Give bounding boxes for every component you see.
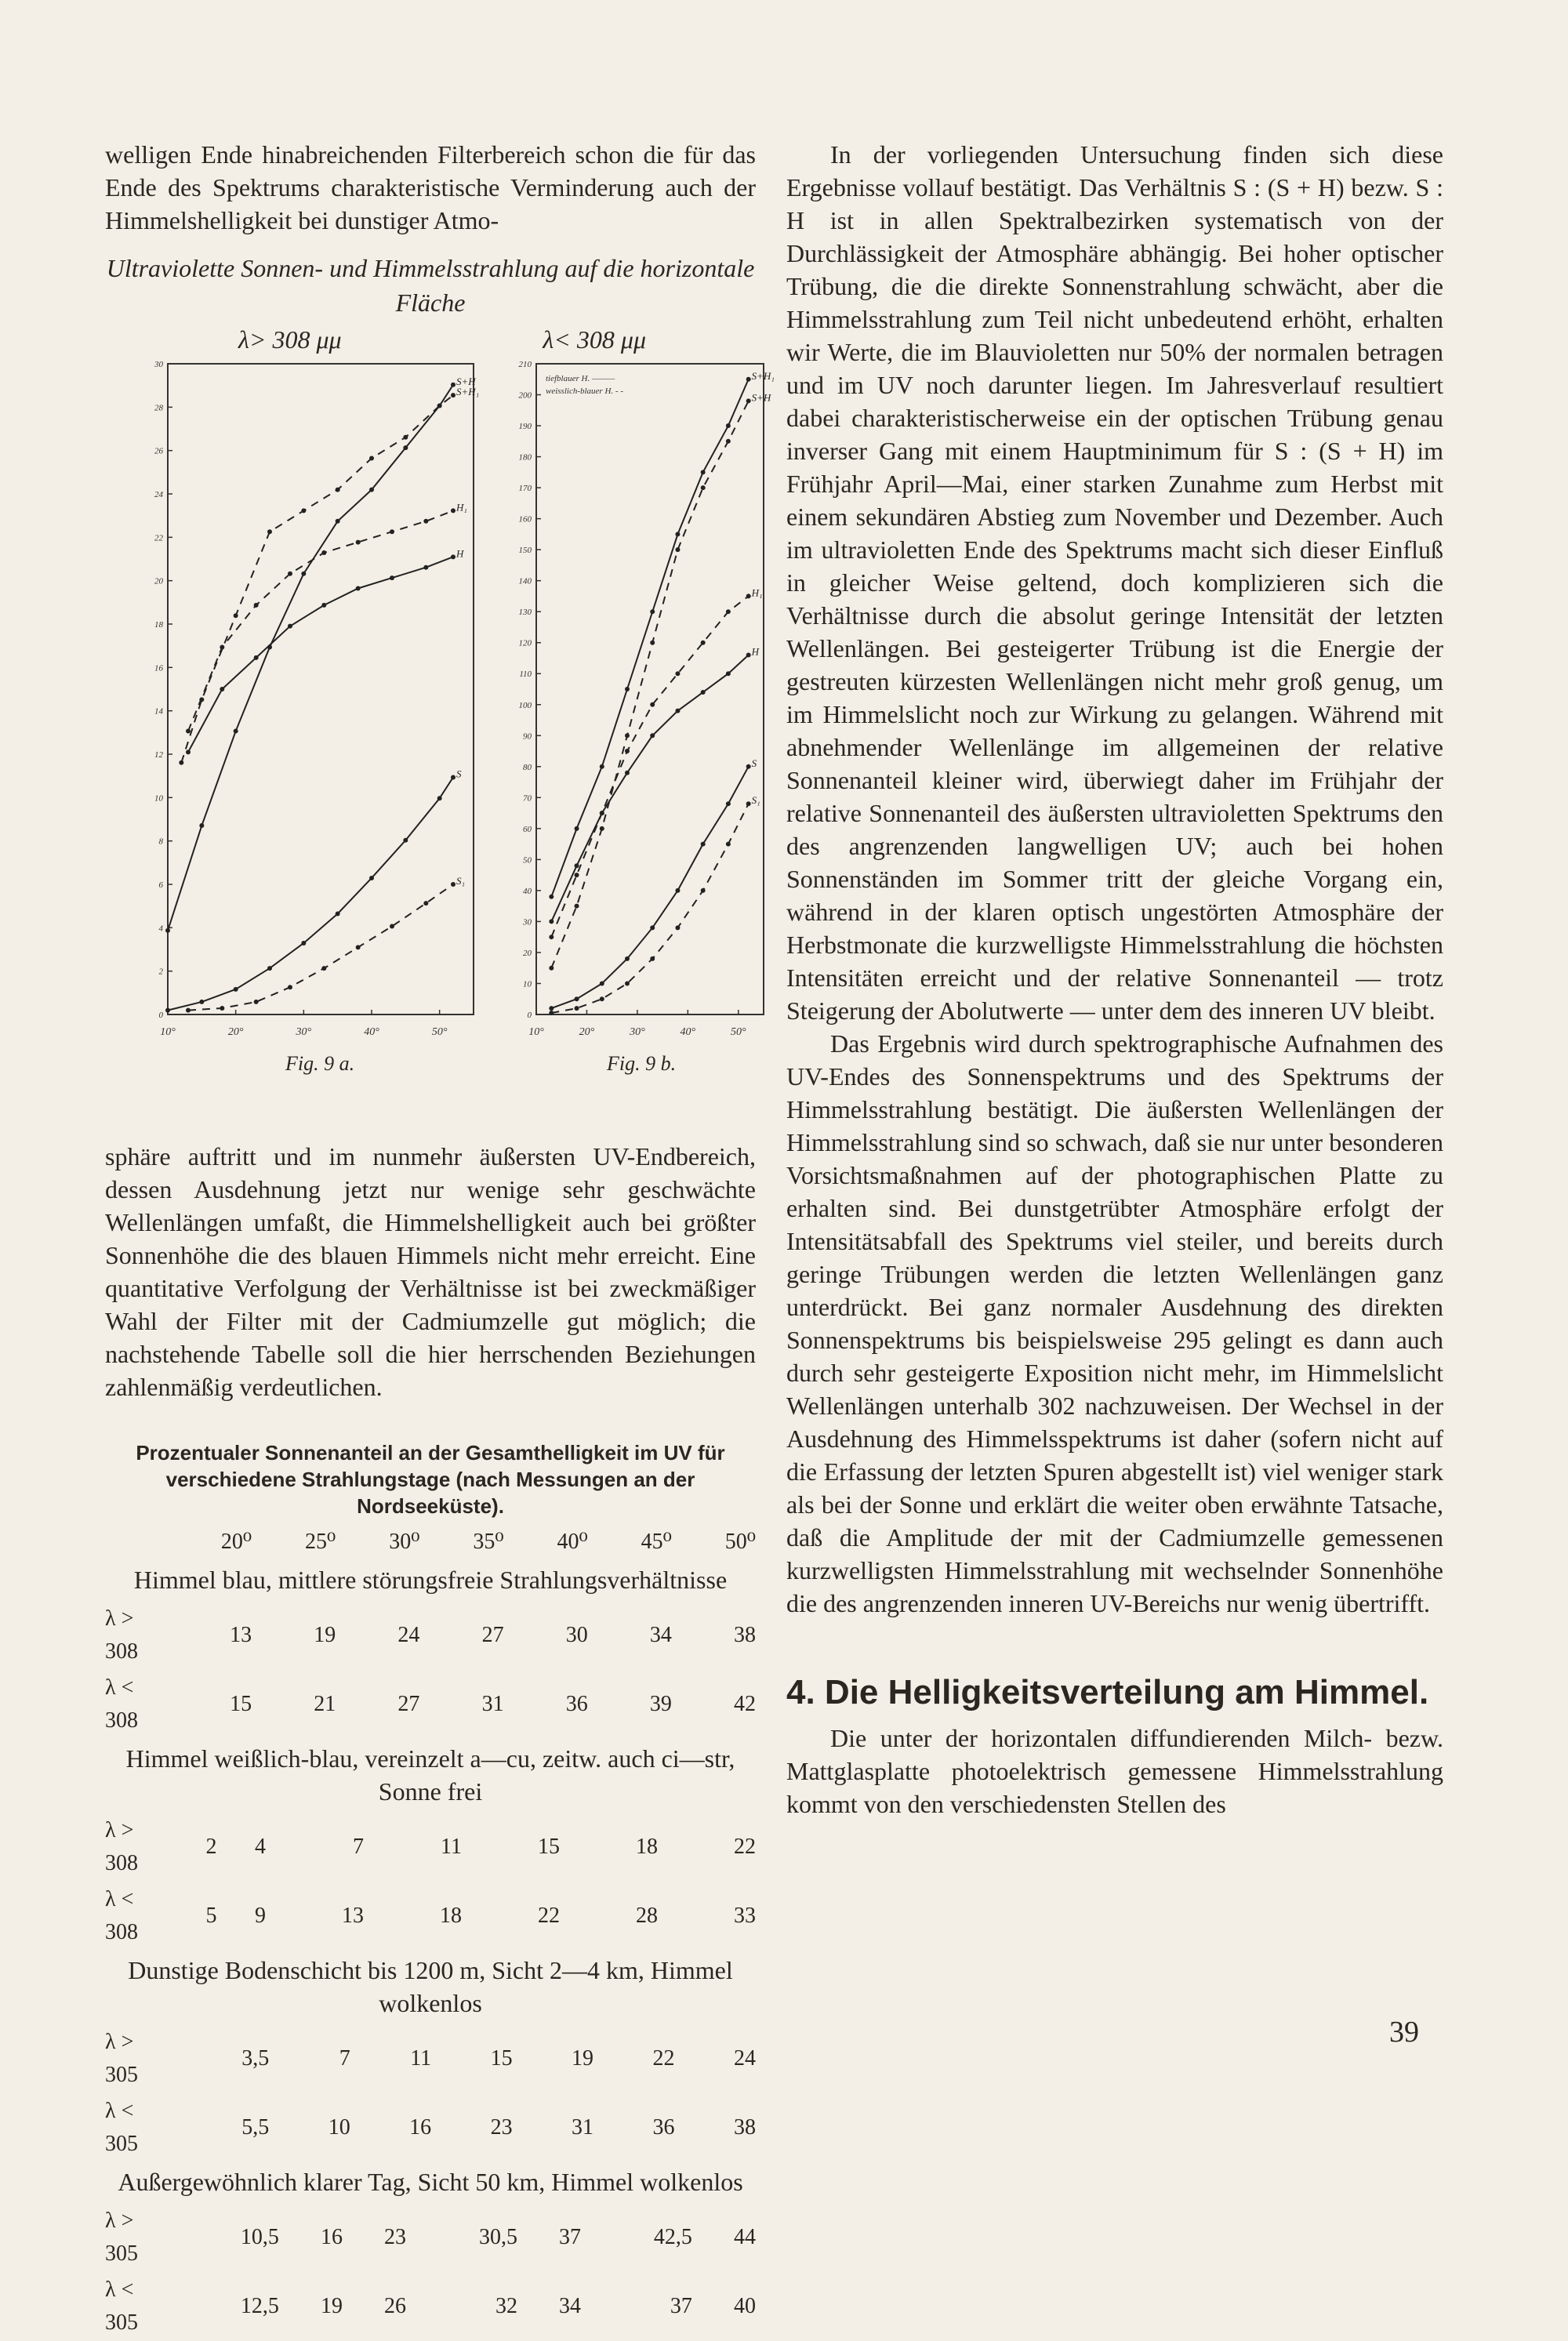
table-cell: 19 bbox=[314, 1623, 336, 1647]
x-tick-label: 40° bbox=[364, 1026, 379, 1038]
data-point bbox=[625, 981, 630, 985]
legend-entry: tiefblauer H. ——— bbox=[546, 374, 615, 383]
data-point bbox=[701, 888, 706, 893]
table-row-label: λ < 305 bbox=[105, 2099, 138, 2156]
table-row bbox=[105, 2093, 756, 2162]
x-tick-label: 20° bbox=[579, 1026, 595, 1038]
data-point bbox=[575, 904, 579, 909]
y-tick-label: 18 bbox=[154, 620, 163, 630]
table-header-cell: 50⁰ bbox=[724, 1530, 756, 1554]
table-cell: 15 bbox=[490, 2046, 513, 2071]
legend-entry: weisslich-blauer H. - - bbox=[546, 387, 623, 396]
lambda-greater-label: λ> 308 μμ bbox=[238, 325, 342, 354]
data-point bbox=[549, 1011, 554, 1015]
lambda-labels bbox=[105, 323, 756, 356]
y-tick-label: 180 bbox=[518, 452, 532, 463]
table-row bbox=[105, 2272, 756, 2341]
x-tick-label: 30° bbox=[630, 1026, 645, 1038]
data-point bbox=[650, 956, 655, 961]
table-row-label: λ > 305 bbox=[105, 2030, 138, 2087]
data-point bbox=[301, 572, 306, 576]
left-top-paragraph: welligen Ende hinabreichenden Filterbereich schon die für das Ende des Spektrums charakteristische Verminderung auch der Himmelshelligkeit bei dunstiger Atmo- bbox=[105, 140, 756, 234]
x-tick-label: 10° bbox=[528, 1026, 544, 1038]
table-cell: 23 bbox=[490, 2115, 513, 2140]
table-condition: Himmel blau, mittlere störungsfreie Strahlungsverhältnisse bbox=[133, 1566, 728, 1594]
y-tick-label: 140 bbox=[518, 576, 532, 586]
data-point bbox=[390, 575, 394, 580]
chart-frame bbox=[536, 364, 764, 1014]
x-tick-label: 40° bbox=[680, 1026, 696, 1038]
table-cell: 11 bbox=[410, 2046, 432, 2071]
data-point bbox=[356, 586, 361, 590]
x-tick-label: 50° bbox=[730, 1026, 746, 1038]
table-condition: Außergewöhnlich klarer Tag, Sicht 50 km, Himmel wolkenlos bbox=[118, 2168, 743, 2196]
y-tick-label: 4 bbox=[158, 924, 163, 934]
y-tick-label: 16 bbox=[154, 663, 163, 673]
data-point bbox=[234, 613, 238, 618]
table-cell: 33 bbox=[734, 1904, 756, 1928]
y-tick-label: 30 bbox=[523, 917, 532, 927]
y-tick-label: 150 bbox=[518, 546, 532, 556]
data-point bbox=[254, 603, 259, 608]
y-tick-label: 22 bbox=[154, 533, 163, 543]
table-group bbox=[105, 2024, 756, 2162]
data-point bbox=[650, 609, 655, 614]
left-bottom-paragraph: sphäre auftritt und im nunmehr äußersten UV-Endbereich, dessen Ausdehnung jetzt nur wenige sehr geschwächte Wellenlängen umfaßt, die Himmelshelligkeit auch bei größter Sonnenhöhe die des blauen Himmels nicht mehr erreicht. Eine quantitative Verfolgung der Verhältnisse ist bei zweckmäßiger Wahl der Filter mit der Cadmiumzelle gut möglich; die nachstehende Tabelle soll die hier herrschenden Beziehungen zahlenmäßig verdeutlichen. bbox=[105, 1142, 756, 1401]
series-label: S₁ bbox=[751, 794, 760, 807]
data-point bbox=[625, 687, 630, 691]
table-cell: 10,5 bbox=[240, 2225, 279, 2249]
percentage-table bbox=[105, 1524, 756, 2341]
table-cell: 24 bbox=[397, 1623, 420, 1647]
table-row-label: λ > 308 bbox=[105, 1818, 138, 1875]
table-cell: 3,5 bbox=[241, 2046, 270, 2071]
table-condition: Himmel weißlich-blau, vereinzelt a—cu, zeitw. auch ci—str, Sonne frei bbox=[125, 1744, 735, 1806]
table-cell: 22 bbox=[652, 2046, 675, 2071]
table-cell: 40 bbox=[734, 2294, 756, 2318]
series-line-S bbox=[551, 767, 748, 1008]
data-point bbox=[186, 749, 191, 754]
y-tick-label: 170 bbox=[518, 484, 532, 494]
data-point bbox=[403, 435, 408, 440]
data-point bbox=[267, 529, 272, 534]
left-column bbox=[105, 138, 775, 2341]
data-point bbox=[650, 925, 655, 930]
data-point bbox=[675, 925, 680, 930]
y-tick-label: 200 bbox=[518, 390, 532, 401]
data-point bbox=[451, 383, 456, 387]
data-point bbox=[288, 985, 292, 989]
data-point bbox=[369, 488, 374, 492]
table-row-label: λ < 308 bbox=[105, 1675, 138, 1733]
table-group bbox=[105, 2203, 756, 2341]
table-cell: 19 bbox=[572, 2046, 594, 2071]
table-row bbox=[105, 2203, 756, 2272]
right-column bbox=[786, 138, 1443, 1820]
chart-fig-9a-svg bbox=[144, 356, 481, 1077]
data-point bbox=[746, 801, 751, 806]
data-point bbox=[701, 641, 706, 645]
series-label: S+H bbox=[456, 375, 476, 387]
table-cell: 22 bbox=[538, 1904, 560, 1928]
table-cell: 36 bbox=[565, 1692, 588, 1716]
table-condition: Dunstige Bodenschicht bis 1200 m, Sicht 2—4 km, Himmel wolkenlos bbox=[128, 1956, 733, 2017]
table-cell: 12,5 bbox=[240, 2294, 279, 2318]
data-point bbox=[390, 529, 394, 534]
data-point bbox=[390, 924, 394, 929]
series-label: H₁ bbox=[751, 586, 763, 599]
data-point bbox=[220, 1006, 224, 1011]
data-point bbox=[288, 624, 292, 629]
data-point bbox=[321, 550, 326, 555]
data-point bbox=[403, 838, 408, 843]
data-point bbox=[451, 775, 456, 779]
table-row bbox=[105, 1670, 756, 1739]
y-tick-label: 14 bbox=[154, 706, 163, 717]
table-cell: 44 bbox=[734, 2225, 756, 2249]
table-cell: 27 bbox=[397, 1692, 420, 1716]
table-row bbox=[105, 2024, 756, 2093]
y-tick-label: 100 bbox=[518, 700, 532, 710]
y-tick-label: 6 bbox=[158, 880, 163, 890]
fig-9b-caption: Fig. 9 b. bbox=[607, 1052, 677, 1075]
page-number: 39 bbox=[1389, 2016, 1419, 2049]
data-point bbox=[746, 398, 751, 403]
data-point bbox=[451, 393, 456, 397]
table-cell: 37 bbox=[670, 2294, 692, 2318]
y-tick-label: 0 bbox=[158, 1011, 163, 1020]
y-tick-label: 12 bbox=[154, 750, 163, 760]
series-line-S+H bbox=[551, 401, 748, 967]
x-tick-label: 10° bbox=[160, 1026, 176, 1038]
fig-9a-caption: Fig. 9 a. bbox=[285, 1052, 355, 1075]
table-header-cell: 30⁰ bbox=[389, 1530, 420, 1554]
data-point bbox=[625, 749, 630, 753]
data-point bbox=[356, 945, 361, 949]
x-tick-label: 50° bbox=[431, 1026, 448, 1038]
series-line-H bbox=[551, 655, 748, 922]
chart-fig-9b bbox=[513, 356, 775, 1085]
table-header-cell: 35⁰ bbox=[473, 1530, 504, 1554]
data-point bbox=[369, 876, 374, 880]
data-point bbox=[321, 603, 326, 608]
data-point bbox=[437, 404, 442, 408]
data-point bbox=[575, 873, 579, 877]
data-point bbox=[600, 981, 604, 985]
data-point bbox=[575, 826, 579, 831]
table-row bbox=[105, 1601, 756, 1670]
data-point bbox=[625, 956, 630, 961]
right-paragraph-1: In der vorliegenden Untersuchung finden sich diese Ergebnisse vollauf bestätigt. Das Verhältnis S : (S + H) bezw. S : H ist in allen Spektralbezirken systematisch von der Durchlässigkeit der Atmosphäre abhängig. Bei hoher optischer Trübung, die die direkte Sonnenstrahlung schwächt, aber die Himmelsstrahlung zum Teil nicht unbedeutend erhöht, erhalten wir Werte, die im Blauvioletten nur 50% der normalen betragen und im UV noch darunter liegen. Im Jahresverlauf resultiert dabei charakteristischerweise ein der optischen Trübung genau inverser Gang mit einem Hauptminimum für S : (S + H) im Frühjahr April—Mai, einer starken Zunahme zum Herbst mit einem sekundären Abstieg zum November und Dezember. Auch im ultravioletten Ende des Spektrums macht sich dieser Einfluß in gleicher Weise geltend, doch komplizieren sich die Verhältnisse durch die absolut geringe Intensität der letzten Wellenlängen. Bei gesteigerter Trübung ist die Energie der gestreuten kürzesten Wellenlängen nicht mehr groß genug, um im Himmelslicht noch zur Wirkung zu gelangen. Während mit abnehmender Wellenlänge im allgemeinen der relative Sonnenanteil kleiner wird, überwiegt daher im Frühjahr der relative Sonnenanteil des äußersten ultravioletten Spektrums den des angrenzenden langwelligen UV; auch bei hohen Sonnenständen im Sommer tritt der gleiche Vorgang ein, während in der klaren optisch ungestörten Atmosphäre der Herbstmonate die kurzwelligste Himmelsstrahlung die höchsten Intensitäten erreicht und der relative Sonnenanteil — trotz Steigerung der Abolutwerte — unter dem des inneren UV bleibt. bbox=[786, 140, 1443, 1025]
y-tick-label: 24 bbox=[154, 490, 163, 499]
data-point bbox=[600, 826, 604, 831]
data-point bbox=[701, 470, 706, 474]
series-label: S₁ bbox=[456, 875, 466, 887]
data-point bbox=[423, 901, 428, 906]
data-point bbox=[220, 687, 224, 691]
table-cell: 24 bbox=[734, 2046, 756, 2071]
table-header-cell: 20⁰ bbox=[220, 1530, 252, 1554]
y-tick-label: 190 bbox=[518, 422, 532, 432]
table-cell: 16 bbox=[320, 2225, 343, 2249]
table-cell: 22 bbox=[734, 1835, 756, 1859]
data-point bbox=[625, 733, 630, 738]
data-point bbox=[746, 764, 751, 769]
series-label: H₁ bbox=[456, 501, 467, 514]
table-cell: 5 bbox=[205, 1904, 217, 1928]
data-point bbox=[288, 572, 292, 576]
y-tick-label: 130 bbox=[518, 608, 532, 618]
data-point bbox=[726, 609, 731, 614]
table-cell: 28 bbox=[636, 1904, 658, 1928]
data-point bbox=[549, 935, 554, 939]
y-tick-label: 20 bbox=[154, 576, 163, 586]
data-point bbox=[549, 1006, 554, 1011]
series-line-H₁ bbox=[551, 596, 748, 937]
y-tick-label: 80 bbox=[523, 762, 532, 772]
y-tick-label: 26 bbox=[154, 446, 163, 456]
data-point bbox=[746, 653, 751, 658]
data-point bbox=[701, 690, 706, 695]
table-header bbox=[105, 1524, 756, 1560]
data-point bbox=[575, 863, 579, 868]
table-cell: 30,5 bbox=[478, 2225, 517, 2249]
data-point bbox=[186, 729, 191, 734]
data-point bbox=[650, 733, 655, 738]
table-header-cell: 40⁰ bbox=[557, 1530, 588, 1554]
y-tick-label: 70 bbox=[523, 793, 532, 804]
table-cell: 37 bbox=[559, 2225, 582, 2249]
data-point bbox=[199, 823, 204, 828]
y-tick-label: 0 bbox=[527, 1011, 532, 1020]
table-cell: 18 bbox=[636, 1835, 658, 1859]
series-label: S+H₁ bbox=[456, 386, 480, 398]
table-row-label: λ > 308 bbox=[105, 1606, 138, 1664]
data-point bbox=[186, 1008, 191, 1013]
table-group bbox=[105, 1813, 756, 1951]
data-point bbox=[726, 801, 731, 806]
data-point bbox=[451, 554, 456, 559]
data-point bbox=[369, 455, 374, 460]
y-tick-label: 160 bbox=[518, 514, 532, 524]
figure-title: Ultraviolette Sonnen- und Himmelsstrahlung auf die horizontale Fläche bbox=[106, 254, 755, 317]
table-cell: 34 bbox=[559, 2294, 582, 2318]
table-cell: 2 bbox=[205, 1835, 217, 1859]
y-tick-label: 40 bbox=[523, 886, 532, 896]
data-point bbox=[600, 996, 604, 1001]
table-cell: 39 bbox=[649, 1692, 672, 1716]
table-cell: 13 bbox=[342, 1904, 364, 1928]
data-point bbox=[675, 888, 680, 893]
series-label: S bbox=[456, 768, 462, 780]
lambda-less-label: λ< 308 μμ bbox=[543, 325, 646, 354]
y-tick-label: 60 bbox=[523, 824, 532, 834]
y-tick-label: 110 bbox=[519, 670, 532, 680]
table-cell: 11 bbox=[441, 1835, 462, 1859]
data-point bbox=[437, 796, 442, 800]
data-point bbox=[451, 508, 456, 513]
y-tick-label: 30 bbox=[154, 360, 163, 369]
table-cell: 21 bbox=[314, 1692, 336, 1716]
table-cell: 9 bbox=[255, 1904, 266, 1928]
y-tick-label: 50 bbox=[523, 855, 532, 866]
series-line-S+H₁ bbox=[181, 395, 453, 763]
table-cell: 7 bbox=[339, 2046, 350, 2071]
data-point bbox=[675, 709, 680, 713]
series-line-H bbox=[188, 557, 453, 752]
table-cell: 30 bbox=[565, 1623, 588, 1647]
series-label: S bbox=[751, 757, 757, 769]
data-point bbox=[701, 842, 706, 847]
series-line-H₁ bbox=[188, 510, 453, 731]
table-cell: 23 bbox=[384, 2225, 407, 2249]
data-point bbox=[549, 966, 554, 971]
data-point bbox=[650, 641, 655, 645]
table-title: Prozentualer Sonnenanteil an der Gesamthelligkeit im UV für verschiedene Strahlungstage (nach Messungen an der Nordseeküste). bbox=[136, 1441, 725, 1518]
series-label: H bbox=[456, 547, 464, 560]
data-point bbox=[301, 941, 306, 945]
table-cell: 15 bbox=[538, 1835, 560, 1859]
chart-fig-9a bbox=[144, 356, 481, 1085]
data-point bbox=[267, 966, 272, 971]
y-tick-label: 90 bbox=[523, 731, 532, 742]
table-cell: 16 bbox=[409, 2115, 432, 2140]
table-cell: 4 bbox=[255, 1835, 266, 1859]
series-line-S₁ bbox=[551, 804, 748, 1013]
data-point bbox=[423, 519, 428, 524]
y-tick-label: 120 bbox=[518, 638, 532, 648]
data-point bbox=[301, 508, 306, 513]
data-point bbox=[179, 760, 183, 765]
data-point bbox=[321, 966, 326, 971]
data-point bbox=[199, 1000, 204, 1004]
table-cell: 5,5 bbox=[241, 2115, 270, 2140]
table-row bbox=[105, 1882, 756, 1951]
data-point bbox=[675, 671, 680, 676]
data-point bbox=[234, 729, 238, 734]
series-label: H bbox=[751, 645, 760, 658]
table-cell: 13 bbox=[230, 1623, 252, 1647]
table-cell: 7 bbox=[353, 1835, 364, 1859]
y-tick-label: 2 bbox=[158, 967, 163, 977]
table-row-label: λ < 305 bbox=[105, 2277, 138, 2335]
data-point bbox=[336, 911, 340, 916]
data-point bbox=[575, 996, 579, 1001]
y-tick-label: 10 bbox=[154, 793, 163, 804]
table-cell: 27 bbox=[481, 1623, 504, 1647]
data-point bbox=[220, 644, 224, 649]
data-point bbox=[336, 488, 340, 492]
table-cell: 38 bbox=[734, 1623, 756, 1647]
data-point bbox=[600, 811, 604, 815]
table-group bbox=[105, 1601, 756, 1739]
data-point bbox=[675, 532, 680, 536]
chart-fig-9b-svg bbox=[513, 356, 775, 1077]
y-tick-label: 210 bbox=[518, 360, 532, 369]
x-tick-label: 20° bbox=[227, 1026, 244, 1038]
table-header-cell: 25⁰ bbox=[305, 1530, 336, 1554]
right-paragraph-2: Das Ergebnis wird durch spektrographische Aufnahmen des UV-Endes des Sonnenspektrums und des Spektrums der Himmelsstrahlung bestätigt. Die äußersten Wellenlängen der Himmelsstrahlung sind so schwach, daß sie nur unter besonderen Vorsichtsmaßnahmen auf der photographischen Platte zu erhalten sind. Bei dunstgetrübter Atmosphäre erfolgt der Intensitätsabfall des Spektrums viel steiler, und bereits durch geringe Trübungen werden die letzten Wellenlängen ganz unterdrückt. Bei ganz normaler Ausdehnung des direkten Sonnenspektrums bis beispielsweise 295 gelingt es dann auch durch sehr gesteigerte Exposition nicht mehr, im Himmelslicht Wellenlängen unterhalb 302 nachzuweisen. Der Wechsel in der Ausdehnung des Himmelsspektrums ist daher (sofern nicht auf die Erfassung der letzten Spuren abgestellt ist) viel weniger stark als bei der Sonne und erklärt die weiter oben erwähnte Tatsache, daß die Amplitude der mit der Cadmiumzelle gemessenen kurzwelligsten Himmelsstrahlung mit wechselnder Sonnenhöhe die des angrenzenden inneren UV-Bereichs nur wenig übertrifft. bbox=[786, 1029, 1443, 1617]
y-tick-label: 10 bbox=[523, 979, 532, 989]
y-tick-label: 8 bbox=[158, 837, 163, 847]
data-point bbox=[746, 377, 751, 382]
chart-frame bbox=[168, 364, 474, 1014]
table-row-label: λ < 308 bbox=[105, 1887, 138, 1944]
table-cell: 15 bbox=[230, 1692, 252, 1716]
data-point bbox=[165, 1008, 170, 1013]
data-point bbox=[625, 771, 630, 775]
data-point bbox=[726, 423, 731, 428]
y-tick-label: 28 bbox=[154, 403, 163, 413]
section-heading: 4. Die Helligkeitsverteilung am Himmel. bbox=[786, 1673, 1429, 1711]
table-cell: 19 bbox=[320, 2294, 343, 2318]
data-point bbox=[726, 439, 731, 444]
data-point bbox=[726, 842, 731, 847]
data-point bbox=[254, 655, 259, 660]
data-point bbox=[356, 540, 361, 545]
table-cell: 36 bbox=[652, 2115, 675, 2140]
table-cell: 42 bbox=[734, 1692, 756, 1716]
data-point bbox=[451, 882, 456, 887]
x-tick-label: 30° bbox=[296, 1026, 312, 1038]
data-point bbox=[254, 1000, 259, 1004]
table-cell: 42,5 bbox=[653, 2225, 692, 2249]
data-point bbox=[403, 445, 408, 450]
y-tick-label: 20 bbox=[523, 948, 532, 958]
table-row bbox=[105, 1813, 756, 1882]
table-cell: 31 bbox=[572, 2115, 594, 2140]
data-point bbox=[336, 519, 340, 524]
data-point bbox=[234, 987, 238, 992]
table-header-cell: 45⁰ bbox=[641, 1530, 672, 1554]
table-cell: 26 bbox=[384, 2294, 407, 2318]
table-cell: 18 bbox=[440, 1904, 462, 1928]
table-cell: 38 bbox=[734, 2115, 756, 2140]
figure-charts bbox=[105, 356, 775, 1140]
table-cell: 32 bbox=[495, 2294, 517, 2318]
data-point bbox=[650, 702, 655, 707]
data-point bbox=[746, 593, 751, 598]
data-point bbox=[423, 565, 428, 570]
series-line-S+H bbox=[168, 385, 453, 931]
series-label: S+H bbox=[751, 391, 771, 404]
data-point bbox=[549, 895, 554, 899]
data-point bbox=[726, 671, 731, 676]
data-point bbox=[600, 764, 604, 769]
data-point bbox=[165, 928, 170, 933]
table-cell: 31 bbox=[481, 1692, 504, 1716]
data-point bbox=[701, 485, 706, 490]
data-point bbox=[675, 547, 680, 552]
table-cell: 10 bbox=[328, 2115, 350, 2140]
data-point bbox=[549, 919, 554, 924]
series-label: S+H₁ bbox=[751, 369, 775, 382]
data-point bbox=[575, 1006, 579, 1011]
right-paragraph-3: Die unter der horizontalen diffundierenden Milch- bezw. Mattglasplatte photoelektrisch gemessene Himmelsstrahlung kommt von den verschiedensten Stellen des bbox=[786, 1724, 1443, 1818]
table-cell: 34 bbox=[649, 1623, 672, 1647]
table-row-label: λ > 305 bbox=[105, 2209, 138, 2266]
